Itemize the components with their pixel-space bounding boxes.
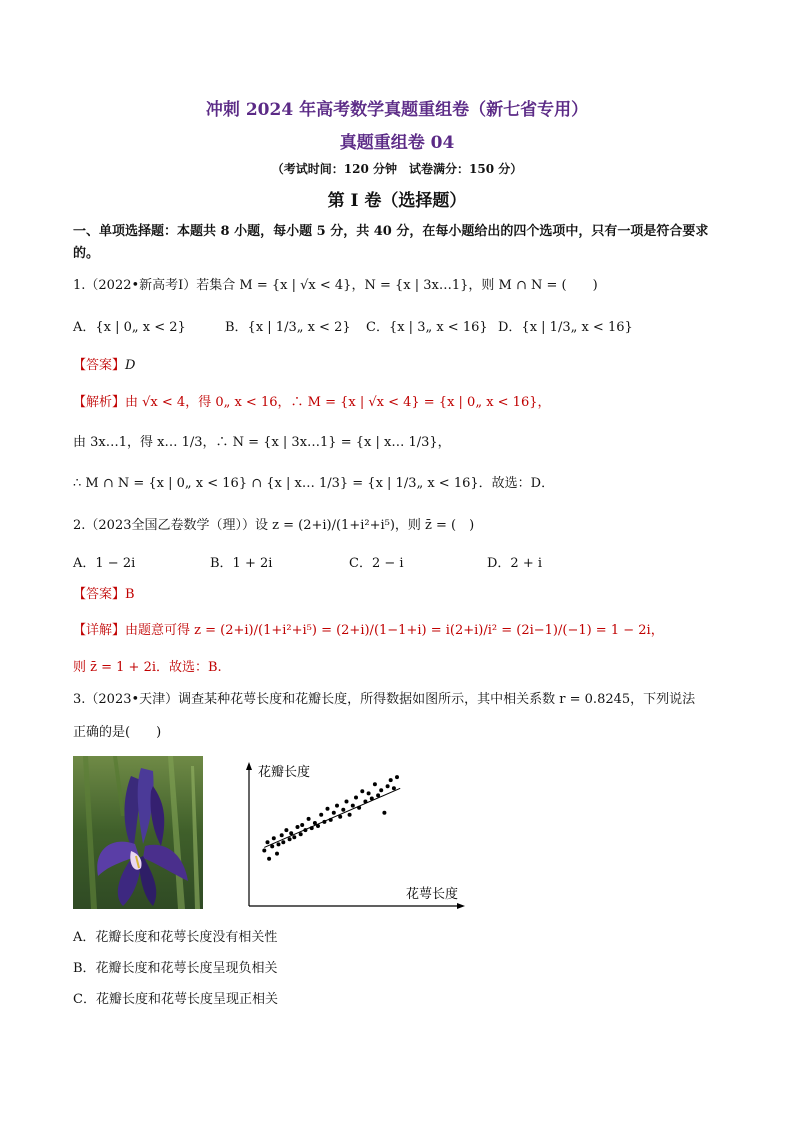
scatter-point — [280, 833, 284, 837]
q3-option-a: A．花瓣长度和花萼长度没有相关性 — [73, 930, 278, 945]
scatter-point — [335, 804, 339, 808]
question-3-stem-line-2: 正确的是( ) — [73, 725, 162, 740]
scatter-point — [299, 832, 303, 836]
scatter-point — [332, 811, 336, 815]
scatter-point — [292, 835, 296, 839]
q2-option-c: C．2 − i — [349, 556, 404, 571]
scatter-point — [275, 852, 279, 856]
scatter-point — [386, 784, 390, 788]
x-axis-label: 花萼长度 — [406, 887, 459, 902]
scatter-point — [389, 778, 393, 782]
answer-value: D — [125, 358, 136, 373]
y-axis-arrow — [246, 762, 252, 770]
scatter-points — [262, 775, 399, 861]
scatter-point — [284, 828, 288, 832]
scatter-point — [281, 840, 285, 844]
iris-flower-photo — [73, 756, 203, 909]
scatter-point — [360, 789, 364, 793]
scatter-point — [288, 837, 292, 841]
q1-option-c: C．{x | 3„ x < 16} — [366, 320, 488, 335]
section-instructions: 一、单项选择题：本题共 8 小题，每小题 5 分，共 40 分，在每小题给出的四个选项中，只有一项是符合要求的。 — [73, 224, 709, 261]
q2-option-b: B．1 + 2i — [210, 556, 273, 571]
section-title: 第 I 卷（选择题） — [327, 191, 467, 211]
scatter-point — [266, 840, 270, 844]
answer-label: 【答案】 — [73, 358, 126, 373]
scatter-point — [379, 788, 383, 792]
scatter-point — [345, 800, 349, 804]
answer-label: 【答案】 — [73, 587, 126, 602]
q1-option-d: D．{x | 1/3„ x < 16} — [498, 320, 633, 335]
q1-option-a: A．{x | 0„ x < 2} — [73, 320, 186, 335]
analysis-text: 由 √x < 4，得 0„ x < 16，∴ M = {x | √x < 4} = {x | 0„ x < 16}， — [125, 395, 551, 410]
detail-label: 【详解】 — [73, 623, 126, 638]
q2-option-a: A．1 − 2i — [73, 556, 136, 571]
q1-answer — [73, 354, 135, 373]
scatter-point — [348, 813, 352, 817]
scatter-point — [267, 857, 271, 861]
detail-text: 由题意可得 z = (2+i)/(1+i²+i⁵) = (2+i)/(1−1+i) = i(2+i)/i² = (2i−1)/(−1) = 1 − 2i， — [125, 623, 664, 638]
q1-analysis-line-3: ∴ M ∩ N = {x | 0„ x < 16} ∩ {x | x… 1/3} = {x | 1/3„ x < 16}．故选：D． — [73, 476, 555, 491]
scatter-point — [373, 782, 377, 786]
q2-conclusion: 则 z̄ = 1 + 2i．故选：B. — [73, 660, 222, 675]
scatter-point — [382, 811, 386, 815]
scatter-point — [300, 823, 304, 827]
scatter-point — [341, 808, 345, 812]
scatter-point — [307, 817, 311, 821]
q1-analysis-line-1 — [73, 391, 551, 410]
q2-option-d: D．2 + i — [487, 556, 543, 571]
x-axis-arrow — [457, 903, 465, 909]
document-subtitle: 真题重组卷 04 — [339, 133, 455, 153]
scatter-chart — [236, 756, 466, 911]
scatter-point — [262, 849, 266, 853]
scatter-point — [351, 804, 355, 808]
q2-detail — [73, 619, 664, 638]
q1-analysis-line-2: 由 3x…1，得 x… 1/3，∴ N = {x | 3x…1} = {x | x… 1/3}， — [73, 435, 451, 450]
scatter-chart-svg — [236, 756, 466, 911]
question-1-stem: 1.（2022•新高考Ⅰ）若集合 M = {x | √x < 4}，N = {x | 3x…1}，则 M ∩ N = ( ) — [73, 278, 598, 293]
analysis-label: 【解析】 — [73, 395, 126, 410]
scatter-point — [319, 813, 323, 817]
scatter-point — [367, 791, 371, 795]
document-title: 冲刺 2024 年高考数学真题重组卷（新七省专用） — [205, 100, 589, 120]
q1-option-b: B．{x | 1/3„ x < 2} — [225, 320, 351, 335]
exam-info: （考试时间：120 分钟 试卷满分：150 分） — [271, 162, 523, 176]
scatter-point — [354, 796, 358, 800]
y-axis-label: 花瓣长度 — [258, 765, 311, 780]
q2-answer — [73, 583, 135, 602]
trend-line — [264, 788, 400, 847]
answer-value: B — [125, 587, 135, 602]
question-2-stem: 2.（2023全国乙卷数学（理））设 z = (2+i)/(1+i²+i⁵)，则 z̄ = ( ) — [73, 518, 475, 533]
scatter-point — [395, 775, 399, 779]
scatter-point — [277, 842, 281, 846]
scatter-point — [326, 807, 330, 811]
scatter-point — [392, 786, 396, 790]
question-3-stem-line-1: 3.（2023•天津）调查某种花萼长度和花瓣长度，所得数据如图所示，其中相关系数 r = 0.8245，下列说法 — [73, 692, 696, 707]
scatter-point — [272, 836, 276, 840]
q3-option-b: B．花瓣长度和花萼长度呈现负相关 — [73, 961, 278, 976]
scatter-point — [296, 825, 300, 829]
q3-option-c: C．花瓣长度和花萼长度呈现正相关 — [73, 992, 278, 1007]
